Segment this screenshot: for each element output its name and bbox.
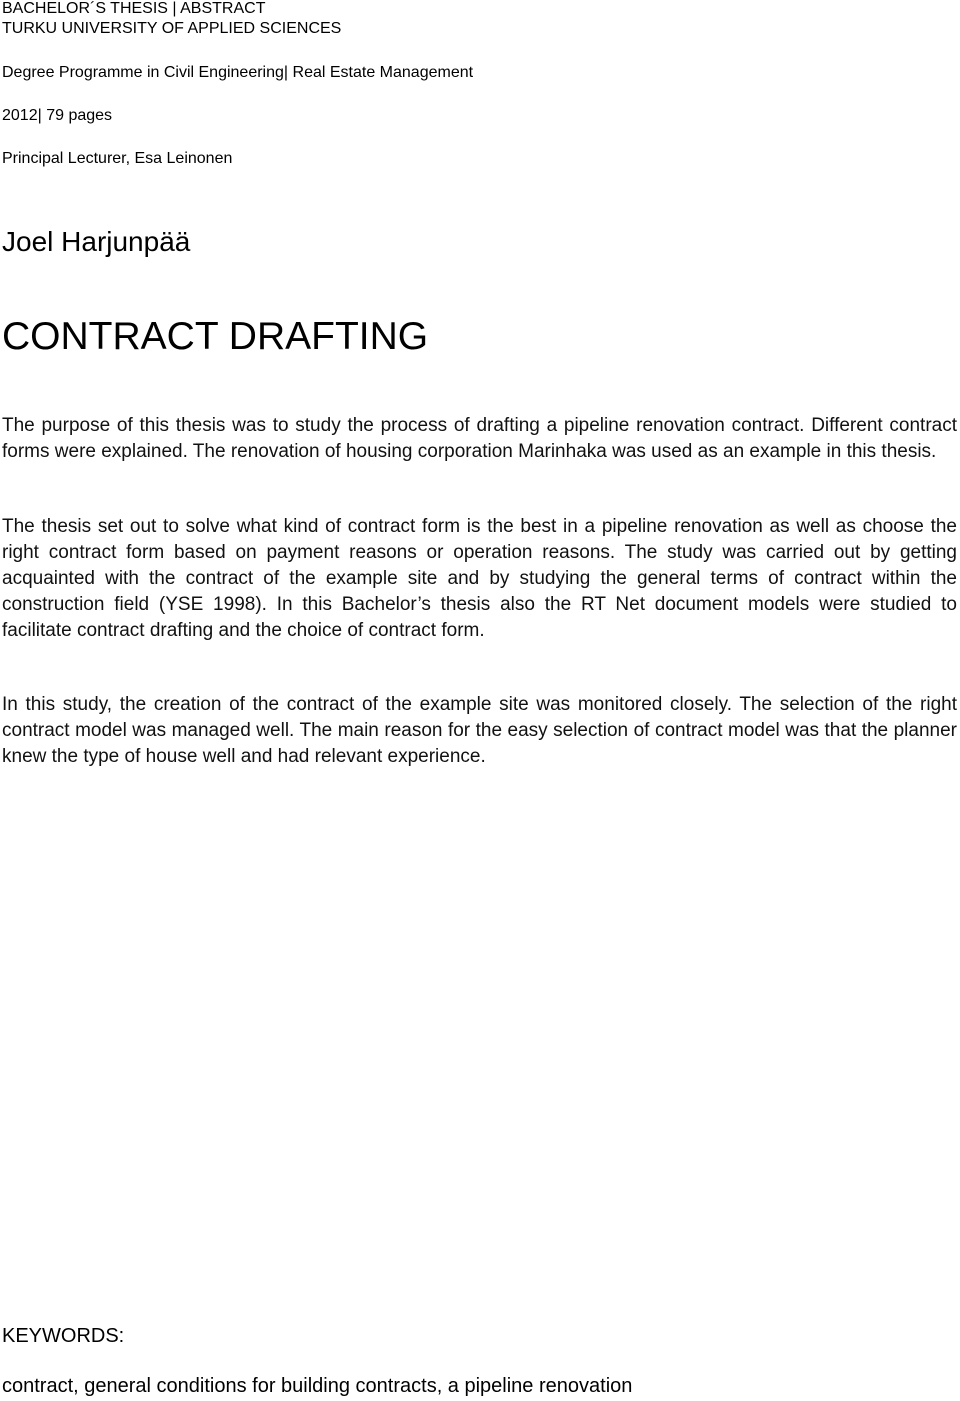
abstract-paragraph-1: The purpose of this thesis was to study the process of drafting a pipeline renovation contract. Different contract forms were explained. The renovation of housing corporation Marinhaka was used as an example in this thesis. [2,415,957,462]
year-and-pages: 2012| 79 pages [2,107,113,124]
keywords-list: contract, general conditions for building contracts, a pipeline renovation [2,1375,633,1397]
abstract-paragraph-2: The thesis set out to solve what kind of contract form is the best in a pipeline renovation as well as choose the right contract form based on payment reasons or operation reasons. The study was carried out by getting acquainted with the contract of the example site and by studying the general terms of contract within the construction field (YSE 1998). In this Bachelor’s thesis also the RT Net document models were studied to facilitate contract drafting and the choice of contract form. [2,516,957,641]
keywords-label: KEYWORDS: [2,1325,125,1347]
document-type: BACHELOR´S THESIS | ABSTRACT [2,0,266,17]
abstract-paragraph-3: In this study, the creation of the contract of the example site was monitored closely. The selection of the right contract model was managed well. The main reason for the easy selection of contract model was that the planner knew the type of house well and had relevant experience. [2,694,957,767]
university-name: TURKU UNIVERSITY OF APPLIED SCIENCES [2,20,342,37]
supervisor: Principal Lecturer, Esa Leinonen [2,150,233,167]
author-name: Joel Harjunpää [2,226,191,257]
degree-programme: Degree Programme in Civil Engineering| Real Estate Management [2,64,474,81]
thesis-title: CONTRACT DRAFTING [2,315,429,358]
